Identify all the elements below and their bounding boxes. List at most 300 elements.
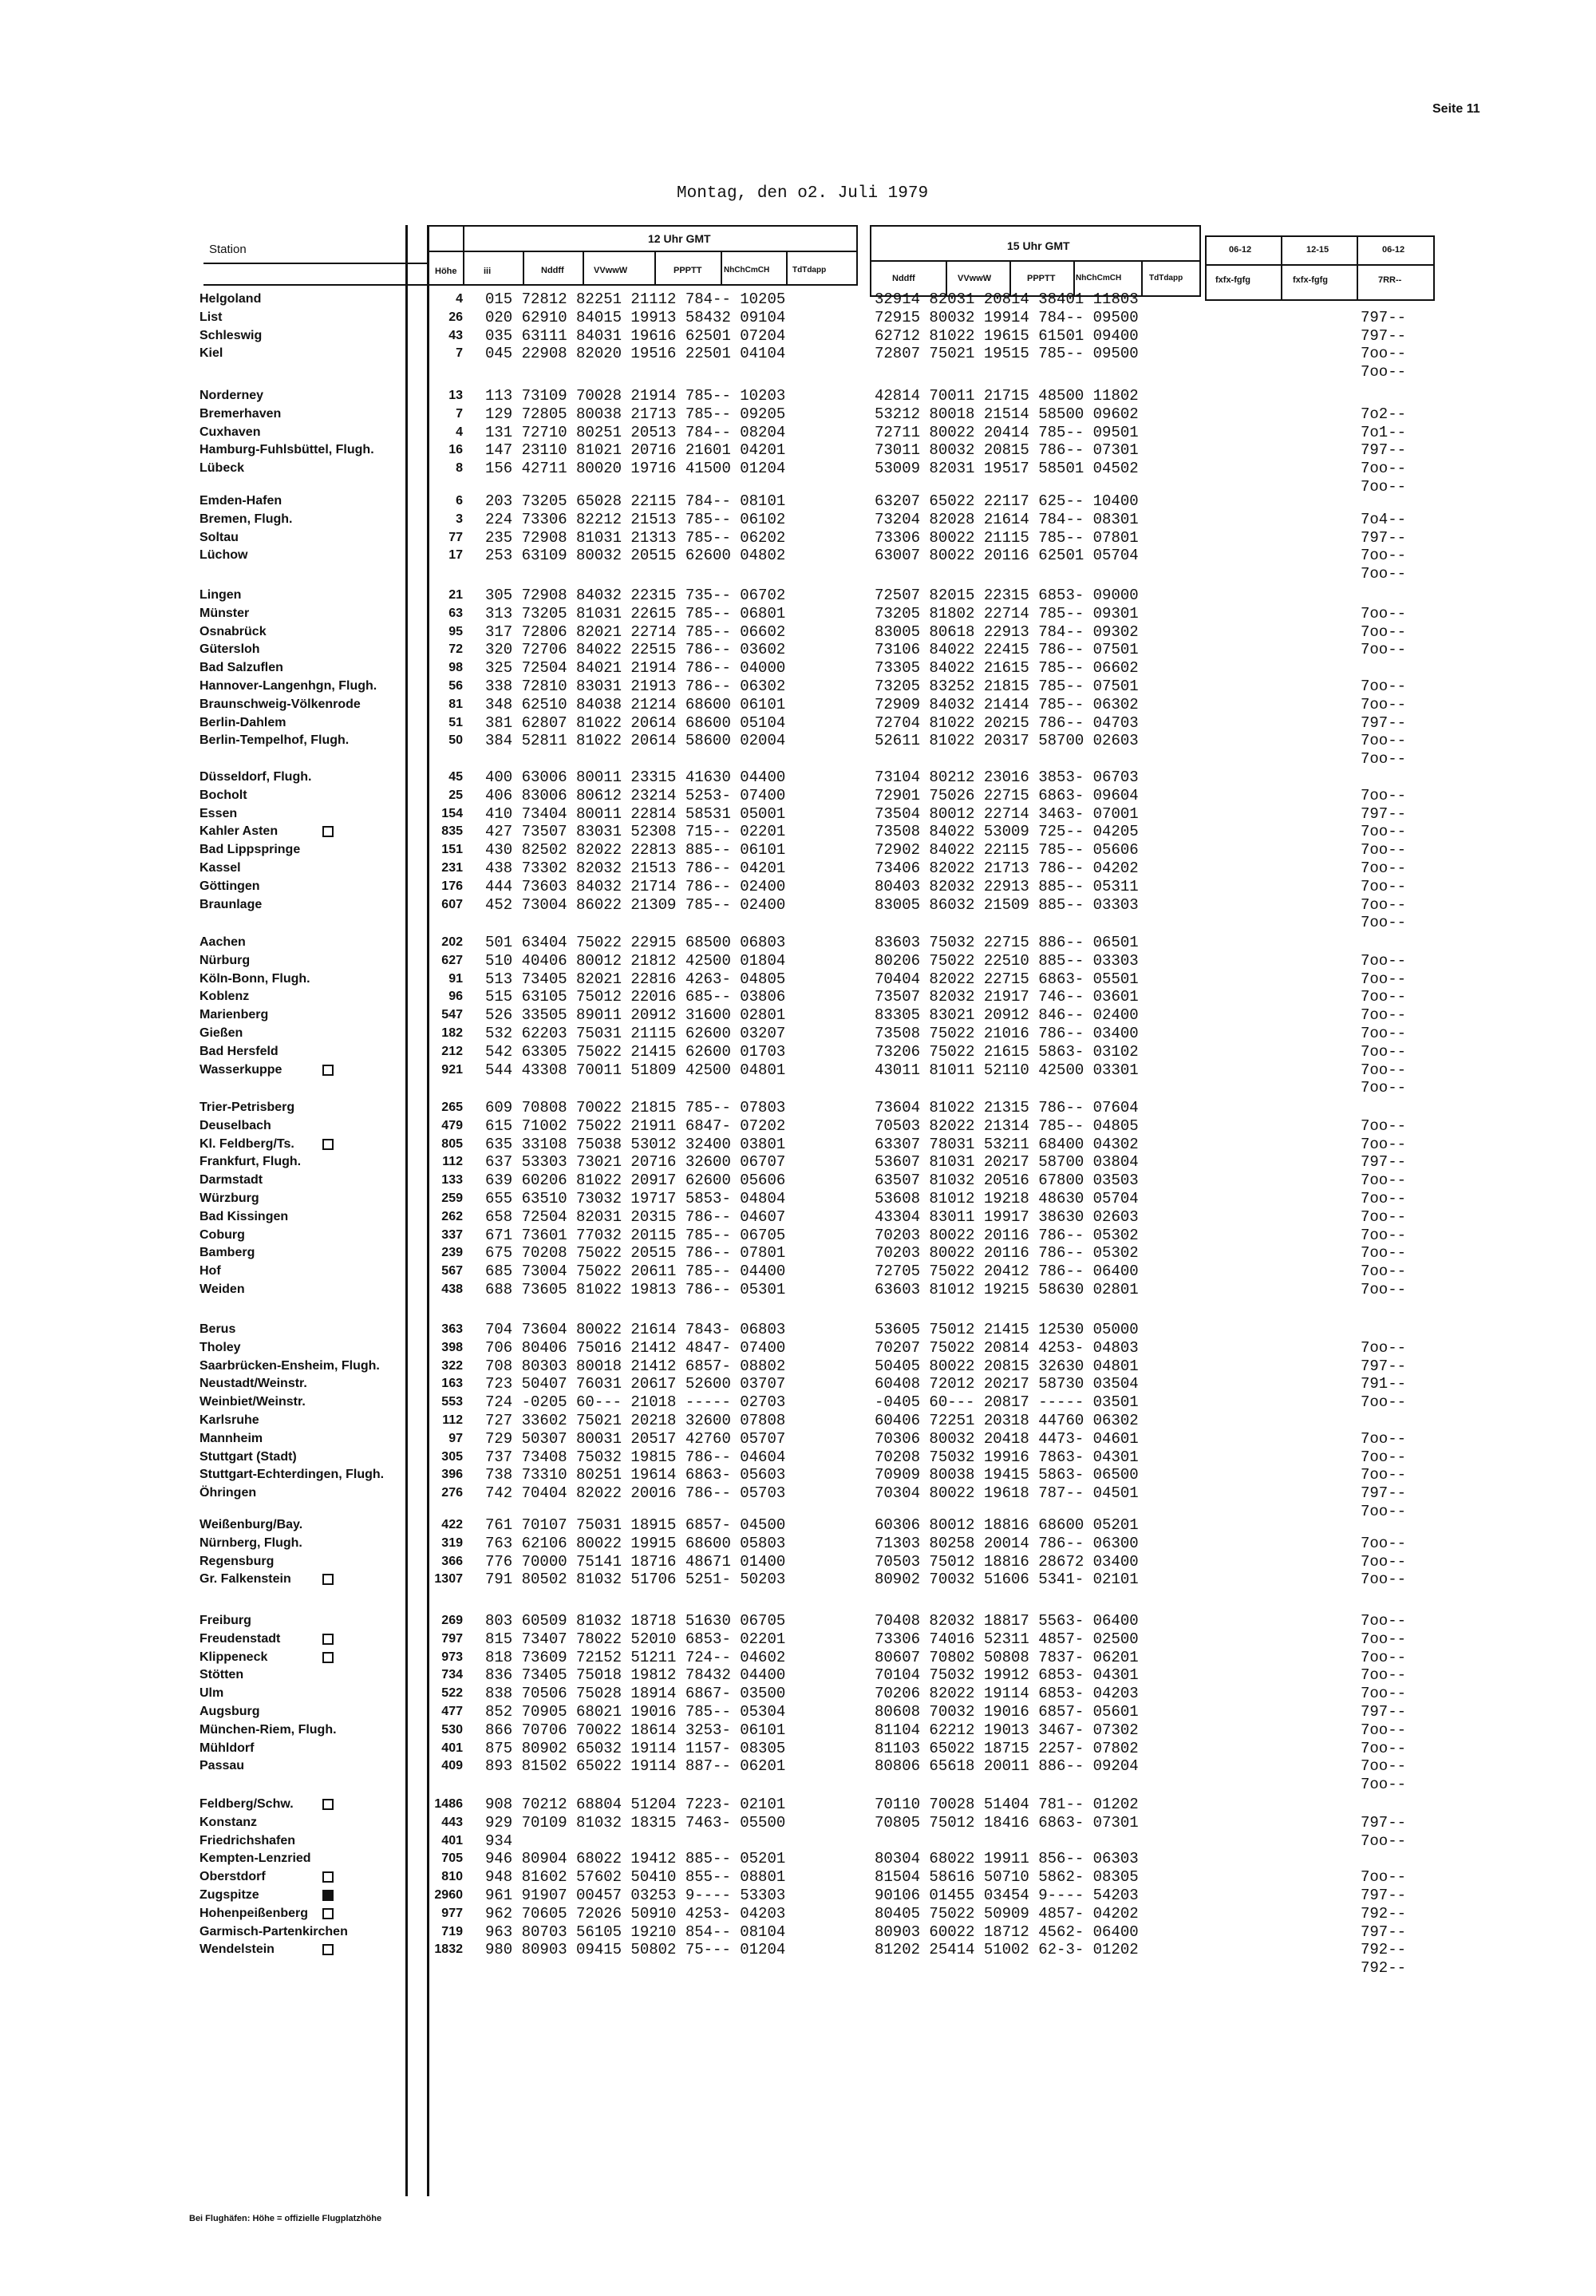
station-group bbox=[0, 1321, 1596, 1521]
table-row bbox=[0, 1685, 1596, 1703]
station-name: Mannheim bbox=[200, 1431, 263, 1445]
precip-code: 7o1-- bbox=[1361, 423, 1407, 441]
obs-12-gmt: 838 70506 75028 18914 6867- 03500 bbox=[485, 1685, 786, 1703]
station-name: Bad Kissingen bbox=[200, 1209, 289, 1223]
table-row bbox=[0, 1740, 1596, 1758]
obs-15-gmt: 80304 68022 19911 856-- 06303 bbox=[875, 1850, 1139, 1868]
obs-15-gmt: 70503 75012 18816 28672 03400 bbox=[875, 1552, 1139, 1571]
station-height: 50 bbox=[448, 733, 463, 748]
obs-15-gmt: 81103 65022 18715 2257- 07802 bbox=[875, 1739, 1139, 1757]
obs-15-gmt: 83005 80618 22913 784-- 09302 bbox=[875, 622, 1139, 641]
station-height: 7 bbox=[456, 346, 463, 361]
station-name: Düsseldorf, Flugh. bbox=[200, 770, 312, 784]
obs-12-gmt: 934 bbox=[485, 1832, 513, 1850]
precip-code: 7oo-- bbox=[1361, 895, 1407, 914]
table-row bbox=[0, 1339, 1596, 1357]
obs-15-gmt: 53605 75012 21415 12530 05000 bbox=[875, 1321, 1139, 1338]
station-name: Garmisch-Partenkirchen bbox=[200, 1924, 348, 1938]
obs-12-gmt: 235 72908 81031 21313 785-- 06202 bbox=[485, 528, 786, 547]
table-row bbox=[0, 565, 1596, 583]
obs-12-gmt: 035 63111 84031 19616 62501 07204 bbox=[485, 326, 786, 345]
page-number: Seite 11 bbox=[1432, 102, 1480, 116]
station-name: Kahler Asten bbox=[200, 824, 279, 839]
table-row bbox=[0, 696, 1596, 714]
table-row bbox=[0, 1006, 1596, 1025]
table-row bbox=[0, 1516, 1596, 1535]
precip-code: 797-- bbox=[1361, 1813, 1407, 1832]
station-name: Schleswig bbox=[200, 328, 263, 342]
table-row bbox=[0, 1757, 1596, 1776]
obs-12-gmt: 761 70107 75031 18915 6857- 04500 bbox=[485, 1516, 786, 1534]
precip-code: 7oo-- bbox=[1361, 1648, 1407, 1666]
station-height: 977 bbox=[441, 1906, 463, 1920]
precip-code: 7oo-- bbox=[1361, 1868, 1407, 1887]
obs-15-gmt: 72807 75021 19515 785-- 09500 bbox=[875, 345, 1139, 363]
station-height: 319 bbox=[441, 1535, 463, 1550]
obs-15-gmt: 63507 81032 20516 67800 03503 bbox=[875, 1172, 1139, 1190]
footnote: Bei Flughäfen: Höhe = offizielle Flugplatzhöhe bbox=[189, 2214, 382, 2223]
station-name: Trier-Petrisberg bbox=[200, 1101, 295, 1114]
precip-code: 7oo-- bbox=[1361, 695, 1407, 713]
station-name: Braunschweig-Völkenrode bbox=[200, 697, 361, 711]
table-row bbox=[0, 1153, 1596, 1172]
obs-15-gmt: 73504 80012 22714 3463- 07001 bbox=[875, 804, 1139, 823]
precip-code: 7oo-- bbox=[1361, 1006, 1407, 1025]
station-name: Stuttgart-Echterdingen, Flugh. bbox=[200, 1468, 385, 1482]
station-group bbox=[0, 1099, 1596, 1299]
station-name: Tholey bbox=[200, 1340, 241, 1354]
obs-12-gmt: 410 73404 80011 22814 58531 05001 bbox=[485, 804, 786, 823]
table-row bbox=[0, 1887, 1596, 1905]
obs-15-gmt: 60306 80012 18816 68600 05201 bbox=[875, 1516, 1139, 1534]
header-gmt12: 12 Uhr GMT bbox=[648, 232, 711, 245]
station-name: Wendelstein bbox=[200, 1942, 275, 1957]
table-row bbox=[0, 1484, 1596, 1503]
table-row bbox=[0, 1703, 1596, 1721]
station-height: 734 bbox=[441, 1668, 463, 1682]
obs-12-gmt: 452 73004 86022 21309 785-- 02400 bbox=[485, 895, 786, 914]
precip-code: 7oo-- bbox=[1361, 1448, 1407, 1466]
station-height: 154 bbox=[441, 806, 463, 820]
station-name: Hamburg-Fuhlsbüttel, Flugh. bbox=[200, 443, 374, 457]
precip-code: 7oo-- bbox=[1361, 1079, 1407, 1097]
station-name: Bocholt bbox=[200, 788, 247, 802]
precip-code: 7o2-- bbox=[1361, 405, 1407, 423]
precip-code: 7oo-- bbox=[1361, 1571, 1407, 1589]
station-name: Norderney bbox=[200, 389, 264, 402]
table-row bbox=[0, 1571, 1596, 1589]
obs-12-gmt: 305 72908 84032 22315 735-- 06702 bbox=[485, 587, 786, 604]
table-row bbox=[0, 841, 1596, 860]
obs-12-gmt: 706 80406 75016 21412 4847- 07400 bbox=[485, 1338, 786, 1357]
obs-15-gmt: 70805 75012 18416 6863- 07301 bbox=[875, 1813, 1139, 1832]
station-group bbox=[0, 387, 1596, 496]
station-name: Öhringen bbox=[200, 1486, 257, 1500]
table-row bbox=[0, 460, 1596, 478]
table-row bbox=[0, 511, 1596, 529]
station-height: 265 bbox=[441, 1101, 463, 1114]
precip-code: 7oo-- bbox=[1361, 1061, 1407, 1079]
precip-code: 7oo-- bbox=[1361, 732, 1407, 750]
obs-12-gmt: 325 72504 84021 21914 786-- 04000 bbox=[485, 659, 786, 678]
precip-code: 7oo-- bbox=[1361, 604, 1407, 622]
table-row bbox=[0, 1190, 1596, 1208]
table-row bbox=[0, 1850, 1596, 1868]
obs-15-gmt: 70206 82022 19114 6853- 04203 bbox=[875, 1685, 1139, 1703]
obs-15-gmt: 73306 74016 52311 4857- 02500 bbox=[875, 1630, 1139, 1648]
table-row bbox=[0, 1172, 1596, 1190]
station-name: Hof bbox=[200, 1264, 221, 1278]
station-name: Klippeneck bbox=[200, 1650, 268, 1664]
table-row bbox=[0, 1281, 1596, 1299]
table-row bbox=[0, 587, 1596, 605]
obs-12-gmt: 544 43308 70011 51809 42500 04801 bbox=[485, 1061, 786, 1079]
obs-15-gmt: 32914 82031 20814 38401 11803 bbox=[875, 290, 1139, 308]
table-row bbox=[0, 529, 1596, 547]
obs-15-gmt: 73508 84022 53009 725-- 04205 bbox=[875, 823, 1139, 841]
station-height: 443 bbox=[441, 1815, 463, 1829]
obs-15-gmt: 72704 81022 20215 786-- 04703 bbox=[875, 713, 1139, 732]
obs-12-gmt: 688 73605 81022 19813 786-- 05301 bbox=[485, 1280, 786, 1298]
station-name: Osnabrück bbox=[200, 624, 267, 638]
header-hoehe: Höhe bbox=[435, 267, 457, 276]
table-row bbox=[0, 1941, 1596, 1959]
obs-12-gmt: 980 80903 09415 50802 75--- 01204 bbox=[485, 1941, 786, 1959]
station-name: Helgoland bbox=[200, 292, 262, 306]
station-name: Karlsruhe bbox=[200, 1413, 259, 1427]
station-name: Würzburg bbox=[200, 1191, 259, 1205]
obs-15-gmt: 42814 70011 21715 48500 11802 bbox=[875, 387, 1139, 405]
precip-code: 7oo-- bbox=[1361, 1552, 1407, 1571]
station-height: 810 bbox=[441, 1870, 463, 1884]
obs-12-gmt: 313 73205 81031 22615 785-- 06801 bbox=[485, 604, 786, 622]
obs-12-gmt: 791 80502 81032 51706 5251- 50203 bbox=[485, 1571, 786, 1589]
table-row bbox=[0, 1357, 1596, 1376]
table-row bbox=[0, 1832, 1596, 1851]
station-height: 1486 bbox=[434, 1797, 463, 1811]
station-name: Koblenz bbox=[200, 990, 250, 1004]
station-name: Kassel bbox=[200, 860, 241, 875]
station-height: 3 bbox=[456, 512, 463, 526]
precip-code: 7oo-- bbox=[1361, 363, 1407, 381]
obs-12-gmt: 532 62203 75031 21115 62600 03207 bbox=[485, 1024, 786, 1042]
obs-15-gmt: 73206 75022 21615 5863- 03102 bbox=[875, 1042, 1139, 1061]
table-row bbox=[0, 769, 1596, 787]
station-height: 96 bbox=[448, 990, 463, 1004]
table-row bbox=[0, 1025, 1596, 1043]
precip-code: 7o4-- bbox=[1361, 510, 1407, 528]
obs-15-gmt: 72711 80022 20414 785-- 09501 bbox=[875, 423, 1139, 441]
station-name: Augsburg bbox=[200, 1704, 260, 1718]
obs-15-gmt: 73305 84022 21615 785-- 06602 bbox=[875, 659, 1139, 678]
station-height: 43 bbox=[448, 328, 463, 342]
station-height: 8 bbox=[456, 461, 463, 476]
obs-12-gmt: 430 82502 82022 22813 885-- 06101 bbox=[485, 841, 786, 860]
obs-12-gmt: 946 80904 68022 19412 885-- 05201 bbox=[485, 1850, 786, 1868]
station-name: Ulm bbox=[200, 1686, 224, 1701]
obs-15-gmt: 73104 80212 23016 3853- 06703 bbox=[875, 769, 1139, 786]
obs-12-gmt: 113 73109 70028 21914 785-- 10203 bbox=[485, 387, 786, 405]
obs-12-gmt: 320 72706 84022 22515 786-- 03602 bbox=[485, 641, 786, 659]
obs-12-gmt: 963 80703 56105 19210 854-- 08104 bbox=[485, 1923, 786, 1941]
obs-12-gmt: 803 60509 81032 18718 51630 06705 bbox=[485, 1612, 786, 1630]
station-name: Lübeck bbox=[200, 461, 245, 476]
station-height: 547 bbox=[441, 1008, 463, 1022]
obs-15-gmt: 80608 70032 19016 6857- 05601 bbox=[875, 1702, 1139, 1721]
station-height: 366 bbox=[441, 1554, 463, 1568]
header-nddff-15: Nddff bbox=[892, 274, 915, 283]
obs-15-gmt: 53009 82031 19517 58501 04502 bbox=[875, 460, 1139, 478]
header-frame-main bbox=[427, 225, 858, 286]
table-row bbox=[0, 290, 1596, 309]
table-row bbox=[0, 1061, 1596, 1080]
obs-12-gmt: 253 63109 80032 20515 62600 04802 bbox=[485, 547, 786, 565]
station-height: 98 bbox=[448, 661, 463, 675]
precip-code: 7oo-- bbox=[1361, 1685, 1407, 1703]
table-row bbox=[0, 1227, 1596, 1245]
obs-15-gmt: 81104 62212 19013 3467- 07302 bbox=[875, 1721, 1139, 1739]
station-name: Weinbiet/Weinstr. bbox=[200, 1395, 306, 1409]
header-rr1b: fxfx-fgfg bbox=[1215, 275, 1250, 285]
station-height: 163 bbox=[441, 1377, 463, 1391]
empty-square-icon bbox=[322, 1908, 334, 1919]
station-name: Essen bbox=[200, 806, 238, 820]
precip-code: 7oo-- bbox=[1361, 951, 1407, 970]
header-vvwww-15: VVwwW bbox=[958, 274, 992, 283]
obs-12-gmt: 852 70905 68021 19016 785-- 05304 bbox=[485, 1702, 786, 1721]
station-height: 567 bbox=[441, 1264, 463, 1278]
station-height: 396 bbox=[441, 1468, 463, 1482]
station-height: 363 bbox=[441, 1322, 463, 1336]
table-row bbox=[0, 1553, 1596, 1571]
obs-15-gmt: 70304 80022 19618 787-- 04501 bbox=[875, 1484, 1139, 1503]
station-name: Braunlage bbox=[200, 897, 263, 911]
header-td-12: TdTdapp bbox=[792, 266, 827, 275]
precip-code: 797-- bbox=[1361, 441, 1407, 460]
obs-15-gmt: 70408 82032 18817 5563- 06400 bbox=[875, 1612, 1139, 1630]
table-row bbox=[0, 952, 1596, 970]
header-ppptt-15: PPPTT bbox=[1027, 274, 1056, 283]
obs-15-gmt: 53608 81012 19218 48630 05704 bbox=[875, 1189, 1139, 1207]
obs-15-gmt: 70207 75022 20814 4253- 04803 bbox=[875, 1338, 1139, 1357]
table-row bbox=[0, 547, 1596, 565]
table-row bbox=[0, 732, 1596, 750]
table-row bbox=[0, 327, 1596, 346]
precip-code: 7oo-- bbox=[1361, 1207, 1407, 1226]
obs-12-gmt: 815 73407 78022 52010 6853- 02201 bbox=[485, 1630, 786, 1648]
station-name: Feldberg/Schw. bbox=[200, 1797, 294, 1811]
station-height: 26 bbox=[448, 310, 463, 324]
station-height: 13 bbox=[448, 389, 463, 402]
header-ppptt-12: PPPTT bbox=[674, 266, 702, 275]
obs-15-gmt: 70404 82022 22715 6863- 05501 bbox=[875, 970, 1139, 988]
table-row bbox=[0, 1244, 1596, 1263]
obs-12-gmt: 526 33505 89011 20912 31600 02801 bbox=[485, 1006, 786, 1025]
table-row bbox=[0, 345, 1596, 363]
header-rr2: 12-15 bbox=[1306, 245, 1329, 255]
obs-15-gmt: 80607 70802 50808 7837- 06201 bbox=[875, 1648, 1139, 1666]
obs-15-gmt: 71303 80258 20014 786-- 06300 bbox=[875, 1534, 1139, 1552]
precip-code: 797-- bbox=[1361, 1357, 1407, 1375]
header-rr3b: 7RR-- bbox=[1378, 275, 1402, 285]
station-group bbox=[0, 934, 1596, 1097]
obs-15-gmt: 72909 84032 21414 785-- 06302 bbox=[875, 695, 1139, 713]
obs-15-gmt: 70909 80038 19415 5863- 06500 bbox=[875, 1466, 1139, 1484]
table-row bbox=[0, 970, 1596, 989]
header-nddff-12: Nddff bbox=[541, 266, 564, 275]
obs-12-gmt: 658 72504 82031 20315 786-- 04607 bbox=[485, 1207, 786, 1226]
table-row bbox=[0, 914, 1596, 932]
obs-15-gmt: 80806 65618 20011 886-- 09204 bbox=[875, 1757, 1139, 1776]
station-name: Münster bbox=[200, 606, 250, 620]
empty-square-icon bbox=[322, 1634, 334, 1645]
precip-code: 7oo-- bbox=[1361, 1244, 1407, 1263]
station-height: 805 bbox=[441, 1136, 463, 1151]
obs-15-gmt: 80902 70032 51606 5341- 02101 bbox=[875, 1571, 1139, 1589]
precip-code: 792-- bbox=[1361, 1904, 1407, 1923]
precip-code: 7oo-- bbox=[1361, 1226, 1407, 1244]
station-name: Gr. Falkenstein bbox=[200, 1572, 291, 1587]
station-name: Oberstdorf bbox=[200, 1870, 266, 1884]
station-height: 231 bbox=[441, 860, 463, 875]
obs-12-gmt: 723 50407 76031 20617 52600 03707 bbox=[485, 1375, 786, 1393]
station-height: 627 bbox=[441, 953, 463, 967]
station-height: 45 bbox=[448, 770, 463, 784]
table-row bbox=[0, 1535, 1596, 1553]
table-row bbox=[0, 1923, 1596, 1942]
obs-15-gmt: 53212 80018 21514 58500 09602 bbox=[875, 405, 1139, 423]
station-height: 401 bbox=[441, 1833, 463, 1847]
precip-code: 7oo-- bbox=[1361, 1721, 1407, 1739]
obs-15-gmt: 83603 75032 22715 886-- 06501 bbox=[875, 934, 1139, 951]
obs-15-gmt: 43011 81011 52110 42500 03301 bbox=[875, 1061, 1139, 1079]
table-row bbox=[0, 1430, 1596, 1448]
table-row bbox=[0, 750, 1596, 769]
obs-12-gmt: 156 42711 80020 19716 41500 01204 bbox=[485, 460, 786, 478]
station-height: 276 bbox=[441, 1486, 463, 1500]
precip-code: 7oo-- bbox=[1361, 345, 1407, 363]
obs-15-gmt: 70104 75032 19912 6853- 04301 bbox=[875, 1666, 1139, 1685]
precip-code: 7oo-- bbox=[1361, 1280, 1407, 1298]
station-name: Bad Salzuflen bbox=[200, 661, 283, 675]
precip-code: 7oo-- bbox=[1361, 1666, 1407, 1685]
precip-code: 797-- bbox=[1361, 713, 1407, 732]
obs-12-gmt: 675 70208 75022 20515 786-- 07801 bbox=[485, 1244, 786, 1263]
station-name: Bad Lippspringe bbox=[200, 843, 301, 857]
station-group bbox=[0, 492, 1596, 583]
obs-12-gmt: 348 62510 84038 21214 68600 06101 bbox=[485, 695, 786, 713]
table-row bbox=[0, 1905, 1596, 1923]
precip-code: 7oo-- bbox=[1361, 477, 1407, 496]
table-row bbox=[0, 1630, 1596, 1649]
station-name: Stötten bbox=[200, 1668, 244, 1682]
station-name: Lingen bbox=[200, 588, 242, 602]
obs-15-gmt: 72915 80032 19914 784-- 09500 bbox=[875, 308, 1139, 326]
obs-15-gmt: 73204 82028 21614 784-- 08301 bbox=[875, 510, 1139, 528]
station-name: Deuselbach bbox=[200, 1118, 271, 1132]
station-height: 921 bbox=[441, 1062, 463, 1077]
table-row bbox=[0, 623, 1596, 642]
station-height: 97 bbox=[448, 1431, 463, 1445]
obs-12-gmt: 763 62106 80022 19915 68600 05803 bbox=[485, 1534, 786, 1552]
station-name: Kempten-Lenzried bbox=[200, 1851, 311, 1866]
header-rr3: 06-12 bbox=[1382, 245, 1405, 255]
precip-code: 7oo-- bbox=[1361, 1172, 1407, 1190]
obs-12-gmt: 224 73306 82212 21513 785-- 06102 bbox=[485, 510, 786, 528]
station-height: 91 bbox=[448, 971, 463, 986]
station-height: 212 bbox=[441, 1044, 463, 1058]
obs-12-gmt: 961 91907 00457 03253 9---- 53303 bbox=[485, 1886, 786, 1904]
obs-15-gmt: 73508 75022 21016 786-- 03400 bbox=[875, 1024, 1139, 1042]
station-name: Passau bbox=[200, 1759, 245, 1773]
station-height: 176 bbox=[441, 879, 463, 893]
obs-12-gmt: 147 23110 81021 20716 21601 04201 bbox=[485, 441, 786, 460]
station-name: Kiel bbox=[200, 346, 223, 361]
station-name: Nürnberg, Flugh. bbox=[200, 1535, 302, 1550]
obs-15-gmt: 81504 58616 50710 5862- 08305 bbox=[875, 1868, 1139, 1887]
obs-15-gmt: 62712 81022 19615 61501 09400 bbox=[875, 326, 1139, 345]
table-row bbox=[0, 1099, 1596, 1117]
empty-square-icon bbox=[322, 1139, 334, 1150]
station-name: Wasserkuppe bbox=[200, 1062, 282, 1077]
obs-15-gmt: 53607 81031 20217 58700 03804 bbox=[875, 1153, 1139, 1172]
station-name: Zugspitze bbox=[200, 1887, 259, 1902]
table-row bbox=[0, 1079, 1596, 1097]
station-name: Saarbrücken-Ensheim, Flugh. bbox=[200, 1358, 380, 1373]
obs-15-gmt: 63207 65022 22117 625-- 10400 bbox=[875, 492, 1139, 510]
station-name: Köln-Bonn, Flugh. bbox=[200, 971, 310, 986]
precip-code: 797-- bbox=[1361, 1153, 1407, 1172]
obs-15-gmt: 73604 81022 21315 786-- 07604 bbox=[875, 1099, 1139, 1116]
station-height: 522 bbox=[441, 1686, 463, 1701]
station-height: 151 bbox=[441, 843, 463, 857]
obs-12-gmt: 513 73405 82021 22816 4263- 04805 bbox=[485, 970, 786, 988]
precip-code: 7oo-- bbox=[1361, 1429, 1407, 1448]
precip-code: 7oo-- bbox=[1361, 970, 1407, 988]
obs-15-gmt: 52611 81022 20317 58700 02603 bbox=[875, 732, 1139, 750]
station-name: Konstanz bbox=[200, 1815, 257, 1829]
station-height: 530 bbox=[441, 1722, 463, 1737]
precip-code: 7oo-- bbox=[1361, 1393, 1407, 1412]
obs-12-gmt: 929 70109 81032 18315 7463- 05500 bbox=[485, 1813, 786, 1832]
table-row bbox=[0, 878, 1596, 896]
obs-15-gmt: 73306 80022 21115 785-- 07801 bbox=[875, 528, 1139, 547]
obs-15-gmt: 72901 75026 22715 6863- 09604 bbox=[875, 786, 1139, 804]
obs-15-gmt: -0405 60--- 20817 ----- 03501 bbox=[875, 1393, 1139, 1412]
station-name: Berlin-Tempelhof, Flugh. bbox=[200, 733, 350, 748]
station-name: München-Riem, Flugh. bbox=[200, 1722, 337, 1737]
obs-15-gmt: 63307 78031 53211 68400 04302 bbox=[875, 1135, 1139, 1153]
obs-12-gmt: 671 73601 77032 20115 785-- 06705 bbox=[485, 1226, 786, 1244]
obs-12-gmt: 738 73310 80251 19614 6863- 05603 bbox=[485, 1466, 786, 1484]
obs-12-gmt: 724 -0205 60--- 21018 ----- 02703 bbox=[485, 1393, 786, 1412]
obs-12-gmt: 510 40406 80012 21812 42500 01804 bbox=[485, 951, 786, 970]
precip-code: 792-- bbox=[1361, 1941, 1407, 1959]
station-height: 2960 bbox=[434, 1887, 463, 1902]
station-height: 7 bbox=[456, 406, 463, 421]
station-height: 4 bbox=[456, 425, 463, 439]
precip-code: 7oo-- bbox=[1361, 1832, 1407, 1850]
obs-15-gmt: 73106 84022 22415 786-- 07501 bbox=[875, 641, 1139, 659]
obs-15-gmt: 70503 82022 21314 785-- 04805 bbox=[875, 1116, 1139, 1135]
table-row bbox=[0, 1612, 1596, 1630]
precip-code: 7oo-- bbox=[1361, 823, 1407, 841]
header-rr2b: fxfx-fgfg bbox=[1293, 275, 1328, 285]
header-iii: iii bbox=[484, 267, 492, 276]
precip-code: 797-- bbox=[1361, 326, 1407, 345]
precip-code: 7oo-- bbox=[1361, 1042, 1407, 1061]
station-name: Coburg bbox=[200, 1227, 245, 1242]
